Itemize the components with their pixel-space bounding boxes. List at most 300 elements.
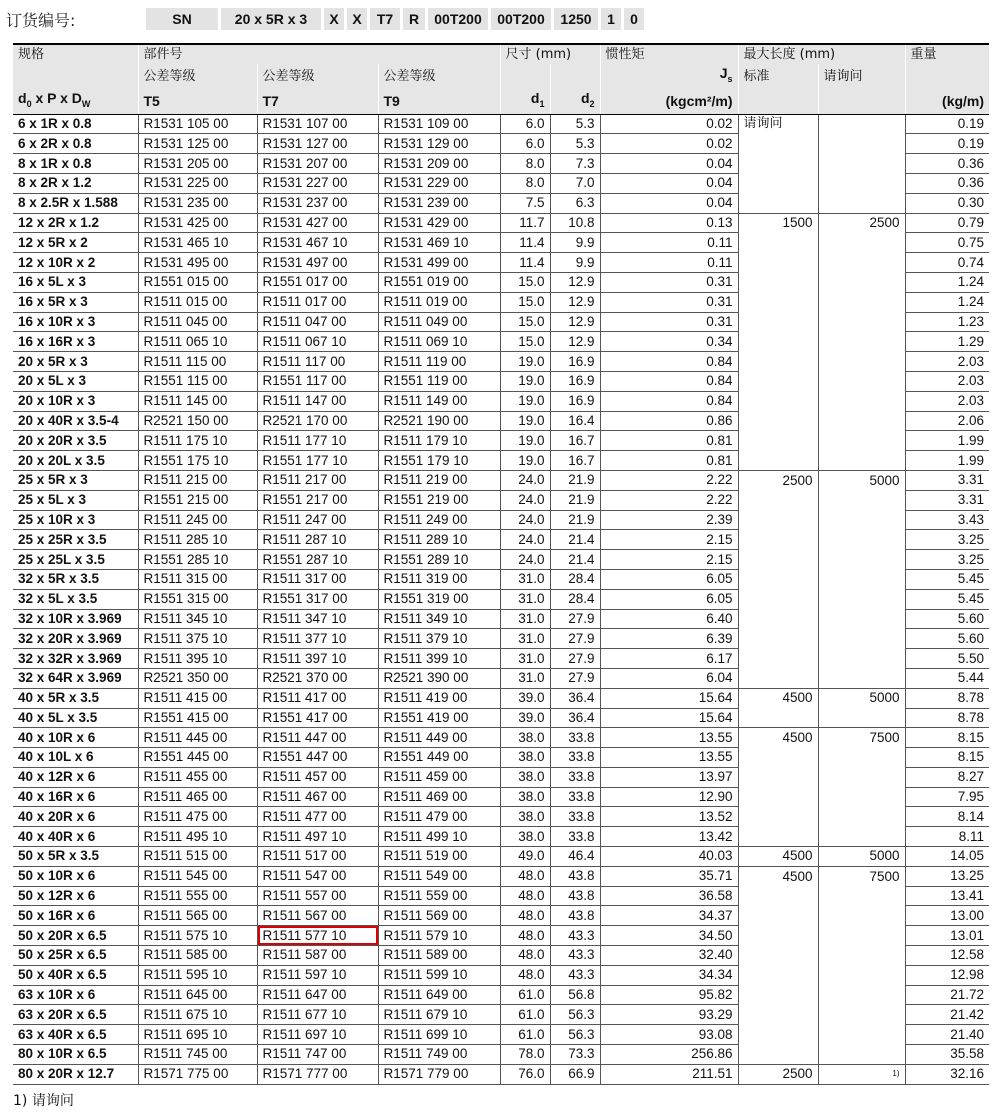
table-row xyxy=(13,391,989,411)
d2-cell: 21.4 xyxy=(550,550,600,570)
d1-cell: 15.0 xyxy=(500,292,550,312)
js-cell: 36.58 xyxy=(600,886,738,906)
max-length-inquire-cell xyxy=(818,649,905,669)
spec-cell: 25 x 10R x 3 xyxy=(13,510,138,530)
part-no-t7-cell: R1511 287 10 xyxy=(257,530,378,550)
weight-cell: 13.00 xyxy=(905,906,989,926)
d2-cell: 27.9 xyxy=(550,649,600,669)
part-no-t7-cell: R1511 547 00 xyxy=(257,866,378,886)
part-no-t9-cell: R1511 569 00 xyxy=(378,906,500,926)
part-no-t7-cell: R1531 497 00 xyxy=(257,253,378,273)
weight-cell: 5.60 xyxy=(905,609,989,629)
d1-cell: 61.0 xyxy=(500,1005,550,1025)
header-tol-grade-t7: 公差等级 xyxy=(257,64,378,89)
spec-cell: 40 x 40R x 6 xyxy=(13,827,138,847)
max-length-standard-cell xyxy=(738,352,818,372)
header-spec: 规格 xyxy=(13,44,138,64)
header-part-no: 部件号 xyxy=(138,44,500,64)
d2-cell: 56.8 xyxy=(550,985,600,1005)
d2-cell: 33.8 xyxy=(550,787,600,807)
max-length-inquire-cell xyxy=(818,807,905,827)
d2-cell: 16.7 xyxy=(550,451,600,471)
table-row xyxy=(13,1025,989,1045)
part-no-t5-cell: R1511 675 10 xyxy=(138,1005,257,1025)
spec-cell: 25 x 5L x 3 xyxy=(13,490,138,510)
part-no-t7-cell: R1511 467 00 xyxy=(257,787,378,807)
table-row xyxy=(13,411,989,431)
d1-cell: 24.0 xyxy=(500,490,550,510)
d2-cell: 21.9 xyxy=(550,470,600,490)
table-row xyxy=(13,906,989,926)
part-no-t7-cell: R1511 747 00 xyxy=(257,1045,378,1065)
part-no-t5-cell: R1531 225 00 xyxy=(138,173,257,193)
header-t9: T9 xyxy=(378,89,500,114)
max-length-inquire-cell xyxy=(818,272,905,292)
js-cell: 0.04 xyxy=(600,193,738,213)
weight-cell: 8.15 xyxy=(905,728,989,748)
part-no-t7-cell: R1511 577 10 xyxy=(257,926,378,946)
part-no-t5-cell: R1571 775 00 xyxy=(138,1064,257,1084)
max-length-standard-cell xyxy=(738,292,818,312)
weight-cell: 0.30 xyxy=(905,193,989,213)
weight-cell: 3.43 xyxy=(905,510,989,530)
part-no-t7-cell: R1511 557 00 xyxy=(257,886,378,906)
part-no-t7-cell: R2521 170 00 xyxy=(257,411,378,431)
part-no-t5-cell: R1511 115 00 xyxy=(138,352,257,372)
spec-cell: 20 x 5R x 3 xyxy=(13,352,138,372)
spec-cell: 25 x 25L x 3.5 xyxy=(13,550,138,570)
part-no-t5-cell: R1511 565 00 xyxy=(138,906,257,926)
spec-cell: 50 x 16R x 6 xyxy=(13,906,138,926)
part-no-t9-cell: R2521 390 00 xyxy=(378,668,500,688)
weight-cell: 8.15 xyxy=(905,748,989,768)
part-no-t9-cell: R1551 119 00 xyxy=(378,371,500,391)
d2-cell: 16.7 xyxy=(550,431,600,451)
max-length-inquire-cell xyxy=(818,668,905,688)
max-length-inquire-cell xyxy=(818,411,905,431)
spec-table-body xyxy=(13,114,989,1084)
part-no-t9-cell: R1511 589 00 xyxy=(378,946,500,966)
d2-cell: 43.8 xyxy=(550,866,600,886)
d2-cell: 5.3 xyxy=(550,134,600,154)
footnote: 1) 请询问 xyxy=(13,1093,74,1109)
table-row xyxy=(13,431,989,451)
d1-cell: 11.4 xyxy=(500,253,550,273)
part-no-t9-cell: R1511 249 00 xyxy=(378,510,500,530)
weight-cell: 2.06 xyxy=(905,411,989,431)
max-length-standard-cell xyxy=(738,193,818,213)
js-cell: 34.37 xyxy=(600,906,738,926)
spec-cell: 40 x 5R x 3.5 xyxy=(13,688,138,708)
spec-cell: 16 x 16R x 3 xyxy=(13,332,138,352)
table-row xyxy=(13,114,989,134)
part-no-t9-cell: R1531 469 10 xyxy=(378,233,500,253)
weight-cell: 3.25 xyxy=(905,530,989,550)
d1-cell: 19.0 xyxy=(500,411,550,431)
spec-cell: 16 x 10R x 3 xyxy=(13,312,138,332)
js-cell: 6.17 xyxy=(600,649,738,669)
header-weight-unit: (kg/m) xyxy=(905,89,989,114)
order-code-segments xyxy=(146,8,647,30)
part-no-t9-cell: R1531 109 00 xyxy=(378,114,500,134)
part-no-t7-cell: R1551 177 10 xyxy=(257,451,378,471)
table-row xyxy=(13,1005,989,1025)
d2-cell: 21.9 xyxy=(550,490,600,510)
max-length-standard-cell xyxy=(738,1005,818,1025)
max-length-inquire-cell xyxy=(818,173,905,193)
max-length-standard-cell xyxy=(738,550,818,570)
table-row xyxy=(13,312,989,332)
max-length-standard-cell xyxy=(738,926,818,946)
table-row xyxy=(13,748,989,768)
table-row xyxy=(13,926,989,946)
d1-cell: 31.0 xyxy=(500,649,550,669)
part-no-t5-cell: R1511 175 10 xyxy=(138,431,257,451)
order-code-segment: 1 xyxy=(601,8,621,30)
d1-cell: 38.0 xyxy=(500,728,550,748)
part-no-t7-cell: R1511 677 10 xyxy=(257,1005,378,1025)
d1-cell: 31.0 xyxy=(500,609,550,629)
table-row xyxy=(13,272,989,292)
weight-cell: 8.27 xyxy=(905,767,989,787)
part-no-t7-cell: R1511 457 00 xyxy=(257,767,378,787)
js-cell: 13.97 xyxy=(600,767,738,787)
part-no-t9-cell: R1511 049 00 xyxy=(378,312,500,332)
d1-cell: 8.0 xyxy=(500,173,550,193)
d1-cell: 38.0 xyxy=(500,807,550,827)
spec-cell: 32 x 64R x 3.969 xyxy=(13,668,138,688)
part-no-t9-cell: R1551 419 00 xyxy=(378,708,500,728)
part-no-t7-cell: R1511 417 00 xyxy=(257,688,378,708)
spec-cell: 40 x 20R x 6 xyxy=(13,807,138,827)
max-length-standard-cell xyxy=(738,1045,818,1065)
part-no-t7-cell: R1511 477 00 xyxy=(257,807,378,827)
max-length-standard-cell xyxy=(738,569,818,589)
max-length-inquire-cell: 7500 xyxy=(818,866,905,886)
table-row xyxy=(13,649,989,669)
js-cell: 0.02 xyxy=(600,114,738,134)
header-size: 尺寸 (mm) xyxy=(500,44,600,64)
table-row xyxy=(13,668,989,688)
weight-cell: 1.99 xyxy=(905,451,989,471)
table-row xyxy=(13,451,989,471)
d1-cell: 24.0 xyxy=(500,510,550,530)
max-length-inquire-cell: 5000 xyxy=(818,847,905,867)
max-length-inquire-cell xyxy=(818,708,905,728)
part-no-t5-cell: R1511 045 00 xyxy=(138,312,257,332)
order-code-segment: SN xyxy=(146,8,218,30)
part-no-t5-cell: R1511 595 10 xyxy=(138,965,257,985)
table-row xyxy=(13,985,989,1005)
js-cell: 35.71 xyxy=(600,866,738,886)
part-no-t5-cell: R1511 645 00 xyxy=(138,985,257,1005)
js-cell: 0.02 xyxy=(600,134,738,154)
spec-cell: 6 x 1R x 0.8 xyxy=(13,114,138,134)
part-no-t9-cell: R1511 319 00 xyxy=(378,569,500,589)
part-no-t5-cell: R1551 115 00 xyxy=(138,371,257,391)
part-no-t9-cell: R1511 559 00 xyxy=(378,886,500,906)
part-no-t9-cell: R1511 579 10 xyxy=(378,926,500,946)
weight-cell: 5.44 xyxy=(905,668,989,688)
part-no-t7-cell: R1511 317 00 xyxy=(257,569,378,589)
weight-cell: 12.98 xyxy=(905,965,989,985)
spec-cell: 12 x 5R x 2 xyxy=(13,233,138,253)
order-code-segment: X xyxy=(324,8,344,30)
header-js: $J_s$ xyxy=(600,64,738,89)
weight-cell: 3.31 xyxy=(905,490,989,510)
d1-cell: 39.0 xyxy=(500,708,550,728)
max-length-inquire-cell xyxy=(818,985,905,1005)
table-row xyxy=(13,510,989,530)
table-row xyxy=(13,530,989,550)
max-length-inquire-cell xyxy=(818,510,905,530)
weight-cell: 1.23 xyxy=(905,312,989,332)
js-cell: 13.55 xyxy=(600,728,738,748)
d1-cell: 38.0 xyxy=(500,767,550,787)
part-no-t5-cell: R1531 205 00 xyxy=(138,154,257,174)
js-cell: 0.04 xyxy=(600,154,738,174)
max-length-standard-cell: 4500 xyxy=(738,866,818,886)
part-no-t5-cell: R1511 545 00 xyxy=(138,866,257,886)
d1-cell: 6.0 xyxy=(500,114,550,134)
table-row xyxy=(13,470,989,490)
table-row xyxy=(13,233,989,253)
part-no-t7-cell: R1511 347 10 xyxy=(257,609,378,629)
d2-cell: 12.9 xyxy=(550,292,600,312)
part-no-t7-cell: R1531 427 00 xyxy=(257,213,378,233)
max-length-inquire-cell xyxy=(818,1025,905,1045)
max-length-inquire-cell xyxy=(818,748,905,768)
max-length-standard-cell xyxy=(738,807,818,827)
d2-cell: 56.3 xyxy=(550,1025,600,1045)
js-cell: 2.22 xyxy=(600,470,738,490)
js-cell: 93.29 xyxy=(600,1005,738,1025)
d1-cell: 15.0 xyxy=(500,272,550,292)
spec-cell: 40 x 10L x 6 xyxy=(13,748,138,768)
d2-cell: 43.8 xyxy=(550,906,600,926)
part-no-t5-cell: R1511 585 00 xyxy=(138,946,257,966)
weight-cell: 21.40 xyxy=(905,1025,989,1045)
part-no-t7-cell: R1511 117 00 xyxy=(257,352,378,372)
weight-cell: 21.72 xyxy=(905,985,989,1005)
part-no-t9-cell: R1511 349 10 xyxy=(378,609,500,629)
part-no-t7-cell: R1531 107 00 xyxy=(257,114,378,134)
part-no-t7-cell: R1551 117 00 xyxy=(257,371,378,391)
table-row xyxy=(13,807,989,827)
max-length-inquire-cell xyxy=(818,431,905,451)
part-no-t9-cell: R1511 179 10 xyxy=(378,431,500,451)
part-no-t7-cell: R1531 467 10 xyxy=(257,233,378,253)
weight-cell: 0.75 xyxy=(905,233,989,253)
part-no-t9-cell: R1551 449 00 xyxy=(378,748,500,768)
max-length-inquire-cell xyxy=(818,1005,905,1025)
d2-cell: 7.3 xyxy=(550,154,600,174)
d2-cell: 21.4 xyxy=(550,530,600,550)
order-code-segment: 00T200 xyxy=(428,8,488,30)
weight-cell: 0.36 xyxy=(905,154,989,174)
spec-cell: 25 x 25R x 3.5 xyxy=(13,530,138,550)
max-length-standard-cell xyxy=(738,886,818,906)
max-length-standard-cell xyxy=(738,1025,818,1045)
max-length-standard-cell xyxy=(738,272,818,292)
part-no-t5-cell: R1511 445 00 xyxy=(138,728,257,748)
d1-cell: 11.7 xyxy=(500,213,550,233)
spec-cell: 50 x 25R x 6.5 xyxy=(13,946,138,966)
table-row xyxy=(13,173,989,193)
d1-cell: 19.0 xyxy=(500,451,550,471)
part-no-t5-cell: R2521 150 00 xyxy=(138,411,257,431)
d1-cell: 31.0 xyxy=(500,668,550,688)
max-length-inquire-cell xyxy=(818,292,905,312)
js-cell: 0.84 xyxy=(600,391,738,411)
part-no-t7-cell: R1511 067 10 xyxy=(257,332,378,352)
max-length-inquire-cell xyxy=(818,451,905,471)
d2-cell: 33.8 xyxy=(550,728,600,748)
d2-cell: 33.8 xyxy=(550,827,600,847)
part-no-t5-cell: R1511 495 10 xyxy=(138,827,257,847)
weight-cell: 8.14 xyxy=(905,807,989,827)
spec-cell: 80 x 20R x 12.7 xyxy=(13,1064,138,1084)
part-no-t5-cell: R1551 415 00 xyxy=(138,708,257,728)
spec-cell: 32 x 10R x 3.969 xyxy=(13,609,138,629)
part-no-t7-cell: R1551 417 00 xyxy=(257,708,378,728)
js-cell: 2.22 xyxy=(600,490,738,510)
weight-cell: 5.45 xyxy=(905,569,989,589)
part-no-t9-cell: R1571 779 00 xyxy=(378,1064,500,1084)
weight-cell: 8.78 xyxy=(905,708,989,728)
weight-cell: 13.41 xyxy=(905,886,989,906)
part-no-t7-cell: R1571 777 00 xyxy=(257,1064,378,1084)
part-no-t9-cell: R1531 129 00 xyxy=(378,134,500,154)
order-code-segment: 0 xyxy=(624,8,644,30)
d2-cell: 9.9 xyxy=(550,253,600,273)
part-no-t5-cell: R1511 515 00 xyxy=(138,847,257,867)
part-no-t7-cell: R1531 127 00 xyxy=(257,134,378,154)
max-length-standard-cell xyxy=(738,510,818,530)
js-cell: 6.40 xyxy=(600,609,738,629)
order-code-segment: X xyxy=(347,8,367,30)
header-d2: $d_2$ xyxy=(550,89,600,114)
d2-cell: 12.9 xyxy=(550,332,600,352)
max-length-standard-cell xyxy=(738,173,818,193)
part-no-t5-cell: R1531 235 00 xyxy=(138,193,257,213)
part-no-t5-cell: R1531 425 00 xyxy=(138,213,257,233)
part-no-t9-cell: R1531 229 00 xyxy=(378,173,500,193)
js-cell: 0.86 xyxy=(600,411,738,431)
d2-cell: 43.3 xyxy=(550,965,600,985)
table-row xyxy=(13,728,989,748)
max-length-standard-cell xyxy=(738,629,818,649)
part-no-t9-cell: R2521 190 00 xyxy=(378,411,500,431)
max-length-standard-cell xyxy=(738,371,818,391)
js-cell: 13.55 xyxy=(600,748,738,768)
d2-cell: 33.8 xyxy=(550,807,600,827)
js-cell: 0.34 xyxy=(600,332,738,352)
part-no-t7-cell: R1511 447 00 xyxy=(257,728,378,748)
max-length-standard-cell: 4500 xyxy=(738,728,818,748)
weight-cell: 2.03 xyxy=(905,352,989,372)
spec-cell: 6 x 2R x 0.8 xyxy=(13,134,138,154)
js-cell: 2.39 xyxy=(600,510,738,530)
spec-cell: 40 x 10R x 6 xyxy=(13,728,138,748)
d2-cell: 10.8 xyxy=(550,213,600,233)
weight-cell: 7.95 xyxy=(905,787,989,807)
weight-cell: 32.16 xyxy=(905,1064,989,1084)
max-length-inquire-cell xyxy=(818,530,905,550)
part-no-t9-cell: R1511 419 00 xyxy=(378,688,500,708)
part-no-t7-cell: R1551 287 10 xyxy=(257,550,378,570)
spec-cell: 16 x 5L x 3 xyxy=(13,272,138,292)
max-length-standard-cell xyxy=(738,906,818,926)
max-length-inquire-cell xyxy=(818,490,905,510)
max-length-inquire-cell xyxy=(818,134,905,154)
js-cell: 95.82 xyxy=(600,985,738,1005)
max-length-standard-cell: 请询问 xyxy=(738,114,818,134)
js-cell: 0.81 xyxy=(600,431,738,451)
max-length-standard-cell xyxy=(738,411,818,431)
header-max-length: 最大长度 (mm) xyxy=(738,44,905,64)
part-no-t9-cell: R1551 219 00 xyxy=(378,490,500,510)
spec-cell: 50 x 40R x 6.5 xyxy=(13,965,138,985)
part-no-t7-cell: R1531 227 00 xyxy=(257,173,378,193)
spec-cell: 40 x 16R x 6 xyxy=(13,787,138,807)
d1-cell: 31.0 xyxy=(500,589,550,609)
max-length-standard-cell xyxy=(738,154,818,174)
d2-cell: 12.9 xyxy=(550,312,600,332)
part-no-t7-cell: R1511 567 00 xyxy=(257,906,378,926)
part-no-t7-cell: R1551 017 00 xyxy=(257,272,378,292)
order-code-segment: 1250 xyxy=(554,8,598,30)
js-cell: 34.50 xyxy=(600,926,738,946)
part-no-t9-cell: R1551 179 10 xyxy=(378,451,500,471)
part-no-t5-cell: R1511 465 00 xyxy=(138,787,257,807)
part-no-t5-cell: R1511 575 10 xyxy=(138,926,257,946)
spec-cell: 12 x 10R x 2 xyxy=(13,253,138,273)
max-length-standard-cell xyxy=(738,391,818,411)
max-length-inquire-cell xyxy=(818,827,905,847)
part-no-t5-cell: R1511 015 00 xyxy=(138,292,257,312)
max-length-inquire-cell: 5000 xyxy=(818,470,905,490)
js-cell: 13.52 xyxy=(600,807,738,827)
order-code-label: 订货编号: xyxy=(6,10,76,30)
max-length-standard-cell xyxy=(738,787,818,807)
d1-cell: 11.4 xyxy=(500,233,550,253)
max-length-standard-cell xyxy=(738,985,818,1005)
weight-cell: 8.78 xyxy=(905,688,989,708)
max-length-standard-cell xyxy=(738,134,818,154)
part-no-t9-cell: R1511 069 10 xyxy=(378,332,500,352)
d2-cell: 27.9 xyxy=(550,629,600,649)
part-no-t7-cell: R1511 377 10 xyxy=(257,629,378,649)
js-cell: 256.86 xyxy=(600,1045,738,1065)
max-length-standard-cell xyxy=(738,253,818,273)
table-row xyxy=(13,688,989,708)
d1-cell: 38.0 xyxy=(500,748,550,768)
table-row xyxy=(13,866,989,886)
d2-cell: 56.3 xyxy=(550,1005,600,1025)
d1-cell: 48.0 xyxy=(500,906,550,926)
header-d1: $d_1$ xyxy=(500,89,550,114)
js-cell: 6.04 xyxy=(600,668,738,688)
weight-cell: 5.50 xyxy=(905,649,989,669)
header-inquire: 请询问 xyxy=(818,64,905,89)
max-length-inquire-cell: 7500 xyxy=(818,728,905,748)
table-row xyxy=(13,154,989,174)
max-length-inquire-cell xyxy=(818,629,905,649)
table-row xyxy=(13,946,989,966)
part-no-t5-cell: R1511 345 10 xyxy=(138,609,257,629)
part-no-t7-cell: R1511 587 00 xyxy=(257,946,378,966)
